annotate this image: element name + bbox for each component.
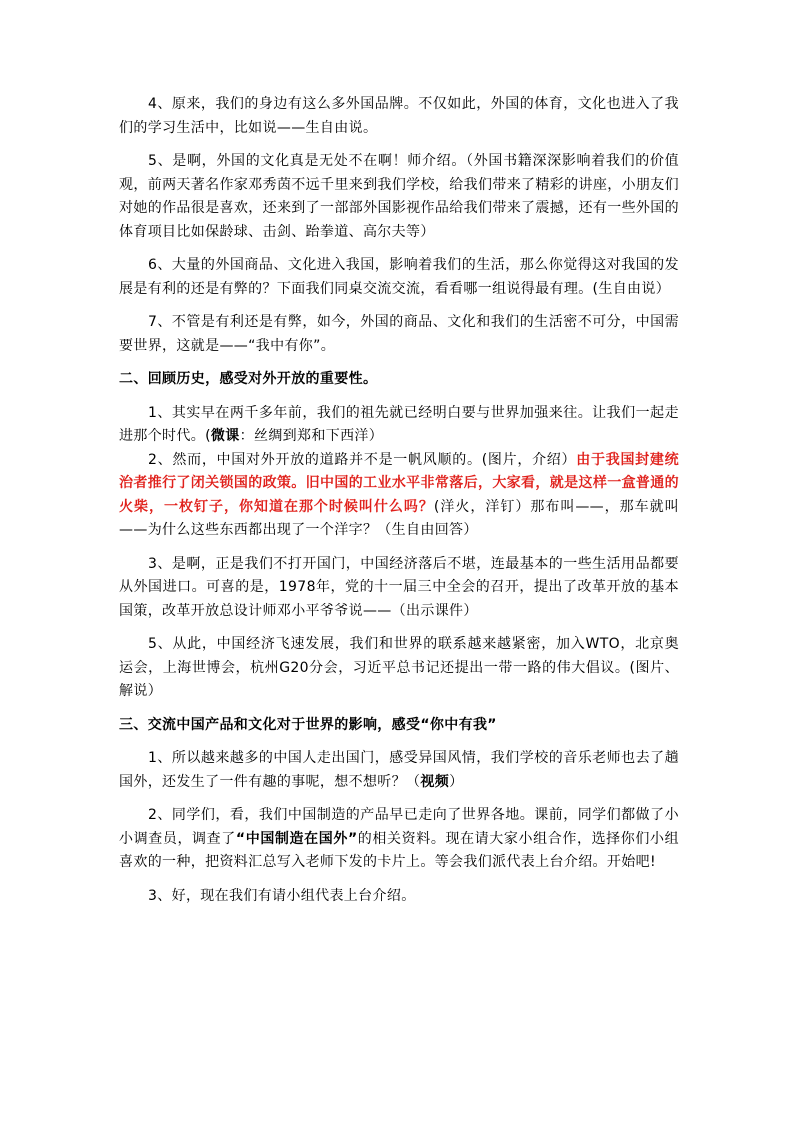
text: 1、所以越来越多的中国人走出国门，感受异国风情，我们学校的音乐老师也去了趟国外，还发生了一件有趣的事呢，想不想听？（ (119, 750, 679, 790)
paragraph-7: 7、不管是有利还是有弊，如今，外国的商品、文化和我们的生活密不可分，中国需要世界，这就是——“我中有你”。 (119, 314, 679, 354)
text: 2、同学们，看，我们中国制造的产品早已走向了世界各地。课前，同学们都做了小小调查员，调查了 (119, 807, 679, 847)
micro-lesson-label: 微课 (210, 428, 240, 444)
document-page (119, 93, 679, 918)
section-heading-2: 二、回顾历史，感受对外开放的重要性。 (119, 371, 378, 387)
section2-paragraph-3: 3、是啊，正是我们不打开国门，中国经济落后不堪，连最基本的一些生活用品都要从外国进口。可喜的是，1978年，党的十一届三中全会的召开，提出了改革开放的基本国策，改革开放总设计师邓小平爷爷说——（出示课件） (119, 555, 679, 619)
section2-paragraph-5: 5、从此，中国经济飞速发展，我们和世界的联系越来越紧密，加入WTO，北京奥运会，上海世博会，杭州G20分会，习近平总书记还提出一带一路的伟大倡议。(图片、解说） (119, 636, 679, 699)
paragraph-5: 5、是啊，外国的文化真是无处不在啊！师介绍。（外国书籍深深影响着我们的价值观，前两天著名作家邓秀茵不远千里来到我们学校，给我们带来了精彩的讲座，小朋友们对她的作品很是喜欢，还来到了一部部外国影视作品给我们带来了震撼，还有一些外国的体育项目比如保龄球、击剑、跆拳道、高尔夫等） (119, 153, 679, 240)
video-label: 视频 (420, 773, 450, 790)
highlighted-text: 由于我国封建统治者推行了闭关锁国的政策。旧中国的工业水平非常落后，大家看，就是这样一盒普通的火柴，一枚钉子，你知道在那个时候叫什么吗？ (119, 451, 679, 515)
paragraph-6: 6、大量的外国商品、文化进入我国，影响着我们的生活，那么你觉得这对我国的发展是有利的还是有弊的？下面我们同桌交流交流，看看哪一组说得最有理。(生自由说） (119, 257, 679, 297)
section3-paragraph-3: 3、好，现在我们有请小组代表上台介绍。 (148, 887, 416, 904)
text: ：丝绸到郑和下西洋） (239, 428, 384, 444)
text: 2、然而，中国对外开放的道路并不是一帆风顺的。(图片，介绍） (148, 451, 577, 468)
text: 1、其实早在两千多年前，我们的祖先就已经明白要与世界加强来往。让我们一起走进那个时代。( (119, 404, 679, 444)
section-heading-3: 三、交流中国产品和文化对于世界的影响，感受“你中有我” (119, 716, 497, 733)
section2-paragraph-2 (119, 449, 679, 543)
text: ） (449, 773, 464, 790)
paragraph-4: 4、原来，我们的身边有这么多外国品牌。不仅如此，外国的体育，文化也进入了我们的学习生活中，比如说——生自由说。 (119, 96, 679, 136)
section2-paragraph-1 (119, 402, 679, 449)
topic-label: “中国制造在国外” (235, 830, 358, 847)
section3-paragraph-1 (119, 747, 679, 794)
text: 的相关资料。现在请大家小组合作，选择你们小组喜欢的一种，把资料汇总写入老师下发的卡片上。等会我们派代表上台介绍。开始吧! (119, 830, 679, 870)
text: (洋火，洋钉）那布叫——，那车就叫——为什么这些东西都出现了一个洋字？（生自由回答） (119, 498, 679, 538)
section3-paragraph-2 (119, 804, 679, 875)
